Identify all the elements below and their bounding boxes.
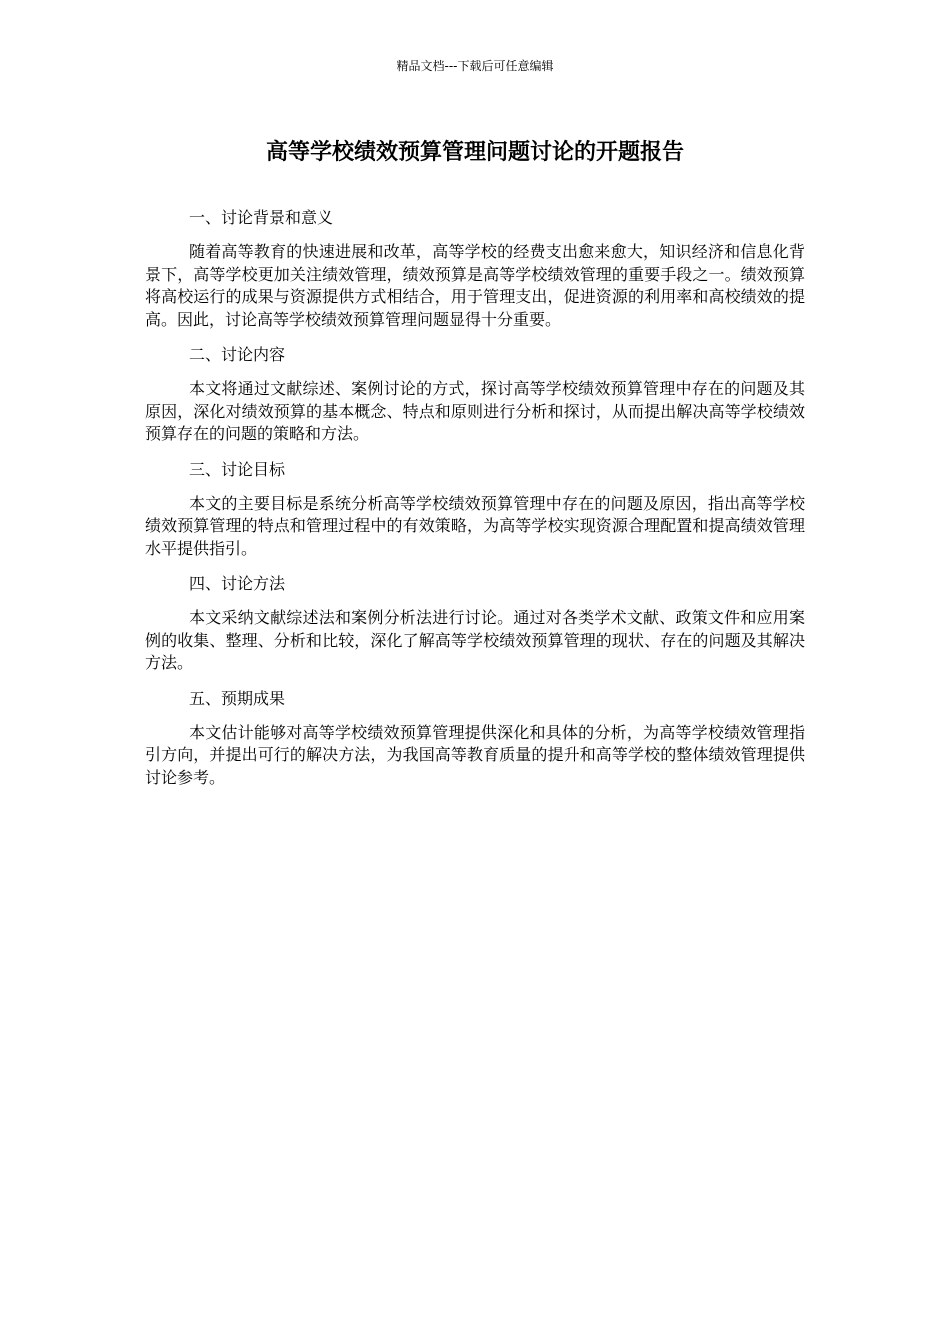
section-paragraph: 本文估计能够对高等学校绩效预算管理提供深化和具体的分析，为高等学校绩效管理指引方向，并提出可行的解决方法，为我国高等教育质量的提升和高等学校的整体绩效管理提供讨论参考。: [145, 722, 805, 787]
section-paragraph: 随着高等教育的快速进展和改革，高等学校的经费支出愈来愈大，知识经济和信息化背景下，高等学校更加关注绩效管理，绩效预算是高等学校绩效管理的重要手段之一。绩效预算将高校运行的成果与资源提供方式相结合，用于管理支出，促进资源的利用率和高校绩效的提高。因此，讨论高等学校绩效预算管理问题显得十分重要。: [145, 242, 805, 329]
section-background: [145, 207, 805, 331]
section-content: [145, 344, 805, 446]
section-heading: 一、讨论背景和意义: [189, 208, 334, 227]
section-objectives: [145, 459, 805, 561]
header-note: 精品文档---下载后可任意编辑: [396, 59, 554, 73]
section-paragraph: 本文将通过文献综述、案例讨论的方式，探讨高等学校绩效预算管理中存在的问题及其原因，深化对绩效预算的基本概念、特点和原则进行分析和探讨，从而提出解决高等学校绩效预算存在的问题的策略和方法。: [145, 379, 805, 443]
section-heading: 三、讨论目标: [189, 459, 286, 479]
section-heading: 二、讨论内容: [189, 345, 286, 364]
section-expected-results: [145, 688, 805, 790]
section-heading: 四、讨论方法: [189, 574, 286, 593]
section-paragraph: 本文采纳文献综述法和案例分析法进行讨论。通过对各类学术文献、政策文件和应用案例的收集、整理、分析和比较，深化了解高等学校绩效预算管理的现状、存在的问题及其解决方法。: [145, 608, 805, 672]
section-methods: [145, 573, 805, 675]
section-paragraph: 本文的主要目标是系统分析高等学校绩效预算管理中存在的问题及原因，指出高等学校绩效预算管理的特点和管理过程中的有效策略，为高等学校实现资源合理配置和提高绩效管理水平提供指引。: [145, 493, 805, 558]
document-body: [145, 207, 805, 802]
section-heading: 五、预期成果: [189, 688, 286, 708]
document-title: 高等学校绩效预算管理问题讨论的开题报告: [265, 140, 684, 165]
